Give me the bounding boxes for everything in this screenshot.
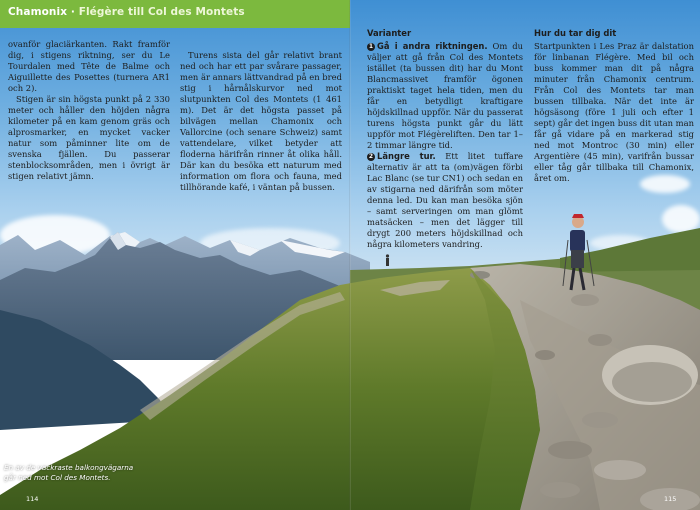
variant-lead: Längre tur. <box>377 151 436 161</box>
varianter-column <box>367 28 523 250</box>
header-separator: · <box>67 6 79 18</box>
number-badge-icon: 2 <box>368 153 374 160</box>
chapter-title: Chamonix <box>8 6 68 18</box>
distant-hiker-figure <box>386 254 389 266</box>
paragraph: Startpunkten i Les Praz är dalstation för linbanan Flégère. Med bil och buss kommer man dit på några minuter från Chamonix centrum. Från Col des Montets tar man bussen tillbaka. När det inte är högsäsong (före 1 juli och efter 1 sept) går det ingen buss dit utan man får gå vidare på en markerad stig ned mot Montroc (30 min) eller Argentière (45 min), varifrån bussar eller tåg går tillbaka till Chamonix, året om. <box>534 41 694 183</box>
variant-item <box>367 41 523 151</box>
directions-column <box>534 28 694 184</box>
varianter-heading: Varianter <box>367 28 412 38</box>
chapter-header-bar <box>0 0 350 28</box>
paragraph: ovanför glaciärkanten. Rakt framför dig, i stigens riktning, ser du Le Tourdalen med Tête de Balme och Aiguillette des Posettes (turnera AR1 och 2). <box>8 39 170 93</box>
page-number-right: 115 <box>664 495 677 503</box>
directions-heading: Hur du tar dig dit <box>534 28 617 38</box>
left-text-column-1 <box>8 39 170 182</box>
number-badge-icon: 1 <box>368 43 374 50</box>
paragraph: Stigen är sin högsta punkt på 2 330 meter och håller den höjden några kilometer på en kam genom gräs och alprosmarker, en mycket vacker natur som påminner lite om de svenska fjällen. Du passerar stenblocksområden, men i övrigt är stigen relativt jämn. <box>8 94 170 181</box>
variant-lead: Gå i andra riktningen. <box>377 41 488 51</box>
left-text-column-2 <box>180 50 342 193</box>
variant-text: Om du väljer att gå från Col des Montets istället (ta bussen dit) har du Mont Blancmassivet framför ögonen praktiskt taget hela tiden, men du får en betydligt kraftigare höjdskillnad uppför. När du passerat turens högsta punkt går du lätt uppför mot Flégèreliften. Den tar 1–2 timmar längre tid. <box>367 41 523 150</box>
chapter-header-text <box>8 6 245 18</box>
variant-item <box>367 151 523 250</box>
paragraph: Turens sista del går relativt brant ned och har ett par svårare passager, men är annars lättvandrad på en bred stig i hårnålskurvor ned mot slutpunkten Col des Montets (1 461 m). Det är det högsta passet på bilvägen mellan Chamonix och Vallorcine (och senare Schweiz) samt vattendelare, vilket betyder att floderna härifrån rinner åt olika håll. Där kan du besöka ett naturum med information om flora och fauna, med tillhörande kafé, i väntan på bussen. <box>180 50 342 192</box>
chapter-subtitle: Flégère till Col des Montets <box>78 6 245 18</box>
page-number-left: 114 <box>26 495 39 503</box>
variant-text: Ett litet tuffare alternativ är att ta (om)vägen förbi Lac Blanc (se tur CN1) och sedan en av stigarna ned därifrån som möter denna led. Du kan man besöka sjön – samt serveringen om man glömt matsäcken – men det lägger till drygt 200 meters höjdskillnad och några kilometers vandring. <box>367 151 523 249</box>
book-gutter <box>349 0 351 510</box>
photo-caption: En av de vackraste balkongvägarna går ned mot Col des Montets. <box>4 463 134 482</box>
